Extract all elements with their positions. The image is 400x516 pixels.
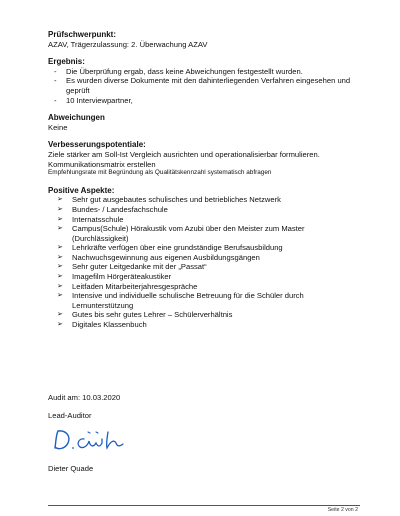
abweichungen-heading: Abweichungen [48,113,105,123]
arrow-bullet-icon: ➢ [57,292,63,300]
positive-item-text: Intensive und individuelle schulische Betreuung für die Schüler durch Lernunterstützung [72,291,304,310]
positive-item-text: Lehrkräfte verfügen über eine grundständige Berufsausbildung [72,243,283,253]
abweichungen-section [48,113,360,132]
ergebnis-list [48,67,360,105]
positive-item-text: Nachwuchsgewinnung aus eigenen Ausbildungsgängen [72,252,260,262]
ergebnis-item-text: Es wurden diverse Dokumente mit den dahinterliegenden Verfahren eingesehen und geprüft [66,76,351,95]
arrow-bullet-icon: ➢ [57,311,63,319]
positive-item-text: Gutes bis sehr gutes Lehrer – Schülerverhältnis [72,310,233,320]
verbesserung-line-1: Ziele stärker am Soll-Ist Vergleich ausrichten und operationalisierbar formulieren. [48,149,320,159]
verbesserung-section [48,140,360,177]
positive-item-text: Sehr guter Leitgedanke mit der „Passat“ [72,262,207,272]
list-item [48,262,360,272]
positive-section [48,186,360,330]
pruefschwerpunkt-text: AZAV, Trägerzulassung: 2. Überwachung AZAV [48,39,208,49]
arrow-bullet-icon: ➢ [57,205,63,213]
list-item [48,272,360,282]
positive-item-text: Leitfaden Mitarbeiterjahresgespräche [72,281,198,291]
positive-item-text: Digitales Klassenbuch [72,320,147,330]
list-item [48,96,360,106]
audit-date: Audit am: 10.03.2020 [48,393,121,402]
positive-item-text: Imagefilm Hörgeräteakustiker [72,272,172,282]
positive-item-text: Bundes- / Landesfachschule [72,204,168,214]
abweichungen-text: Keine [48,122,68,132]
list-item [48,310,360,320]
arrow-bullet-icon: ➢ [57,253,63,261]
verbesserung-line-2: Kommunikationsmatrix erstellen [48,159,156,169]
list-item [48,205,360,215]
footer-divider [48,505,360,506]
verbesserung-heading: Verbesserungspotentiale: [48,140,146,150]
ergebnis-section [48,57,360,105]
arrow-bullet-icon: ➢ [57,321,63,329]
positive-item-text: Sehr gut ausgebautes schulisches und betriebliches Netzwerk [72,195,281,205]
dash-bullet: - [54,76,57,86]
arrow-bullet-icon: ➢ [57,244,63,252]
positive-list [48,195,360,329]
auditor-name: Dieter Quade [48,464,94,473]
signature-image [52,426,142,454]
list-item [48,320,360,330]
arrow-bullet-icon: ➢ [57,225,63,233]
arrow-bullet-icon: ➢ [57,263,63,271]
list-item [48,195,360,205]
pruefschwerpunkt-heading: Prüfschwerpunkt: [48,30,117,39]
list-item [48,282,360,292]
list-item [48,215,360,225]
list-item [48,291,360,310]
dash-bullet: - [54,95,57,105]
arrow-bullet-icon: ➢ [57,196,63,204]
auditor-role: Lead-Auditor [48,411,92,420]
arrow-bullet-icon: ➢ [57,282,63,290]
arrow-bullet-icon: ➢ [57,215,63,223]
list-item [48,224,360,243]
ergebnis-item-text: Die Überprüfung ergab, dass keine Abweichungen festgestellt wurden. [66,66,303,76]
list-item [48,76,360,95]
list-item [48,67,360,77]
list-item [48,253,360,263]
document-body [48,30,360,330]
ergebnis-item-text: 10 Interviewpartner, [66,95,133,105]
positive-item-text: Internatsschule [72,214,124,224]
verbesserung-line-3: Empfehlungsrate mit Begründung als Qualitätskennzahl systematisch abfragen [48,169,272,177]
page-number: Seite 2 von 2 [327,507,358,513]
pruefschwerpunkt-section [48,30,360,49]
dash-bullet: - [54,66,57,76]
positive-heading: Positive Aspekte: [48,185,115,195]
positive-item-text: Campus(Schule) Hörakustik vom Azubi über den Meister zum Master (Durchlässigkeit) [72,224,305,243]
list-item [48,243,360,253]
arrow-bullet-icon: ➢ [57,273,63,281]
ergebnis-heading: Ergebnis: [48,57,85,67]
